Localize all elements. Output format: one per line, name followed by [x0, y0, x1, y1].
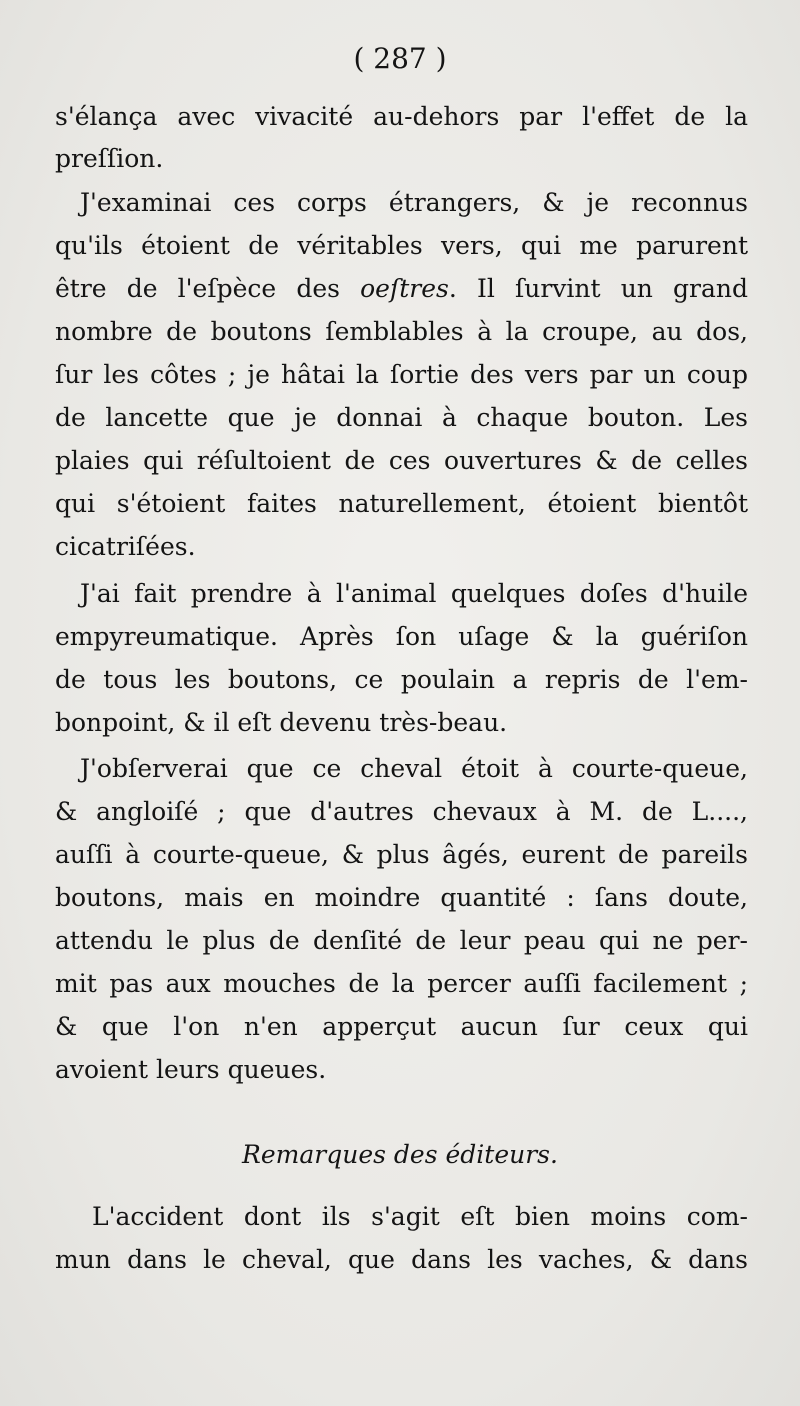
text-line: ſur les côtes ; je hâtai la ſortie des vers par un coup [55, 360, 748, 389]
text-line: plaies qui réſultoient de ces ouvertures & de celles [55, 446, 748, 475]
text-line: bonpoint, & il eſt devenu très-beau. [55, 708, 508, 737]
text-line: & angloiſé ; que d'autres chevaux à M. de L...., [55, 797, 748, 826]
text-line: empyreumatique. Après ſon uſage & la guériſon [55, 622, 748, 651]
text-line: de tous les boutons, ce poulain a repris de l'em- [55, 665, 748, 694]
text-line: avoient leurs queues. [55, 1055, 327, 1084]
italic-term: oeſtres [360, 274, 449, 303]
text-line: boutons, mais en moindre quantité : ſans doute, [55, 883, 748, 912]
text-line: qu'ils étoient de véritables vers, qui me parurent [55, 231, 748, 260]
paragraph-start-line: J'ai fait prendre à l'animal quelques doſes d'huile [80, 579, 748, 608]
text-line: qui s'étoient faites naturellement, étoient bientôt [55, 489, 748, 518]
text-line: de lancette que je donnai à chaque bouton. Les [55, 403, 748, 432]
text-line: auſſi à courte-queue, & plus âgés, eurent de pareils [55, 840, 748, 869]
paragraph-start-line: L'accident dont ils s'agit eſt bien moins com- [92, 1202, 748, 1231]
text-line: mit pas aux mouches de la percer auſſi facilement ; [55, 969, 748, 998]
text-line: s'élança avec vivacité au-dehors par l'effet de la [55, 102, 748, 131]
text-line: cicatriſées. [55, 532, 196, 561]
page-number: ( 287 ) [353, 42, 447, 75]
paragraph-start-line: J'examinai ces corps étrangers, & je reconnus [80, 188, 748, 217]
text-line: être de l'eſpèce des oeſtres. Il ſurvint un grand [55, 274, 749, 303]
text-line: nombre de boutons ſemblables à la croupe, au dos, [55, 317, 748, 346]
text-line: preſſion. [55, 144, 164, 173]
paragraph-start-line: J'obſerverai que ce cheval étoit à courte-queue, [80, 754, 748, 783]
text-line: mun dans le cheval, que dans les vaches, & dans [55, 1245, 748, 1274]
text-line: & que l'on n'en apperçut aucun ſur ceux qui [55, 1012, 748, 1041]
text-line: attendu le plus de denſité de leur peau qui ne per- [55, 926, 748, 955]
section-heading: Remarques des éditeurs. [242, 1140, 558, 1169]
